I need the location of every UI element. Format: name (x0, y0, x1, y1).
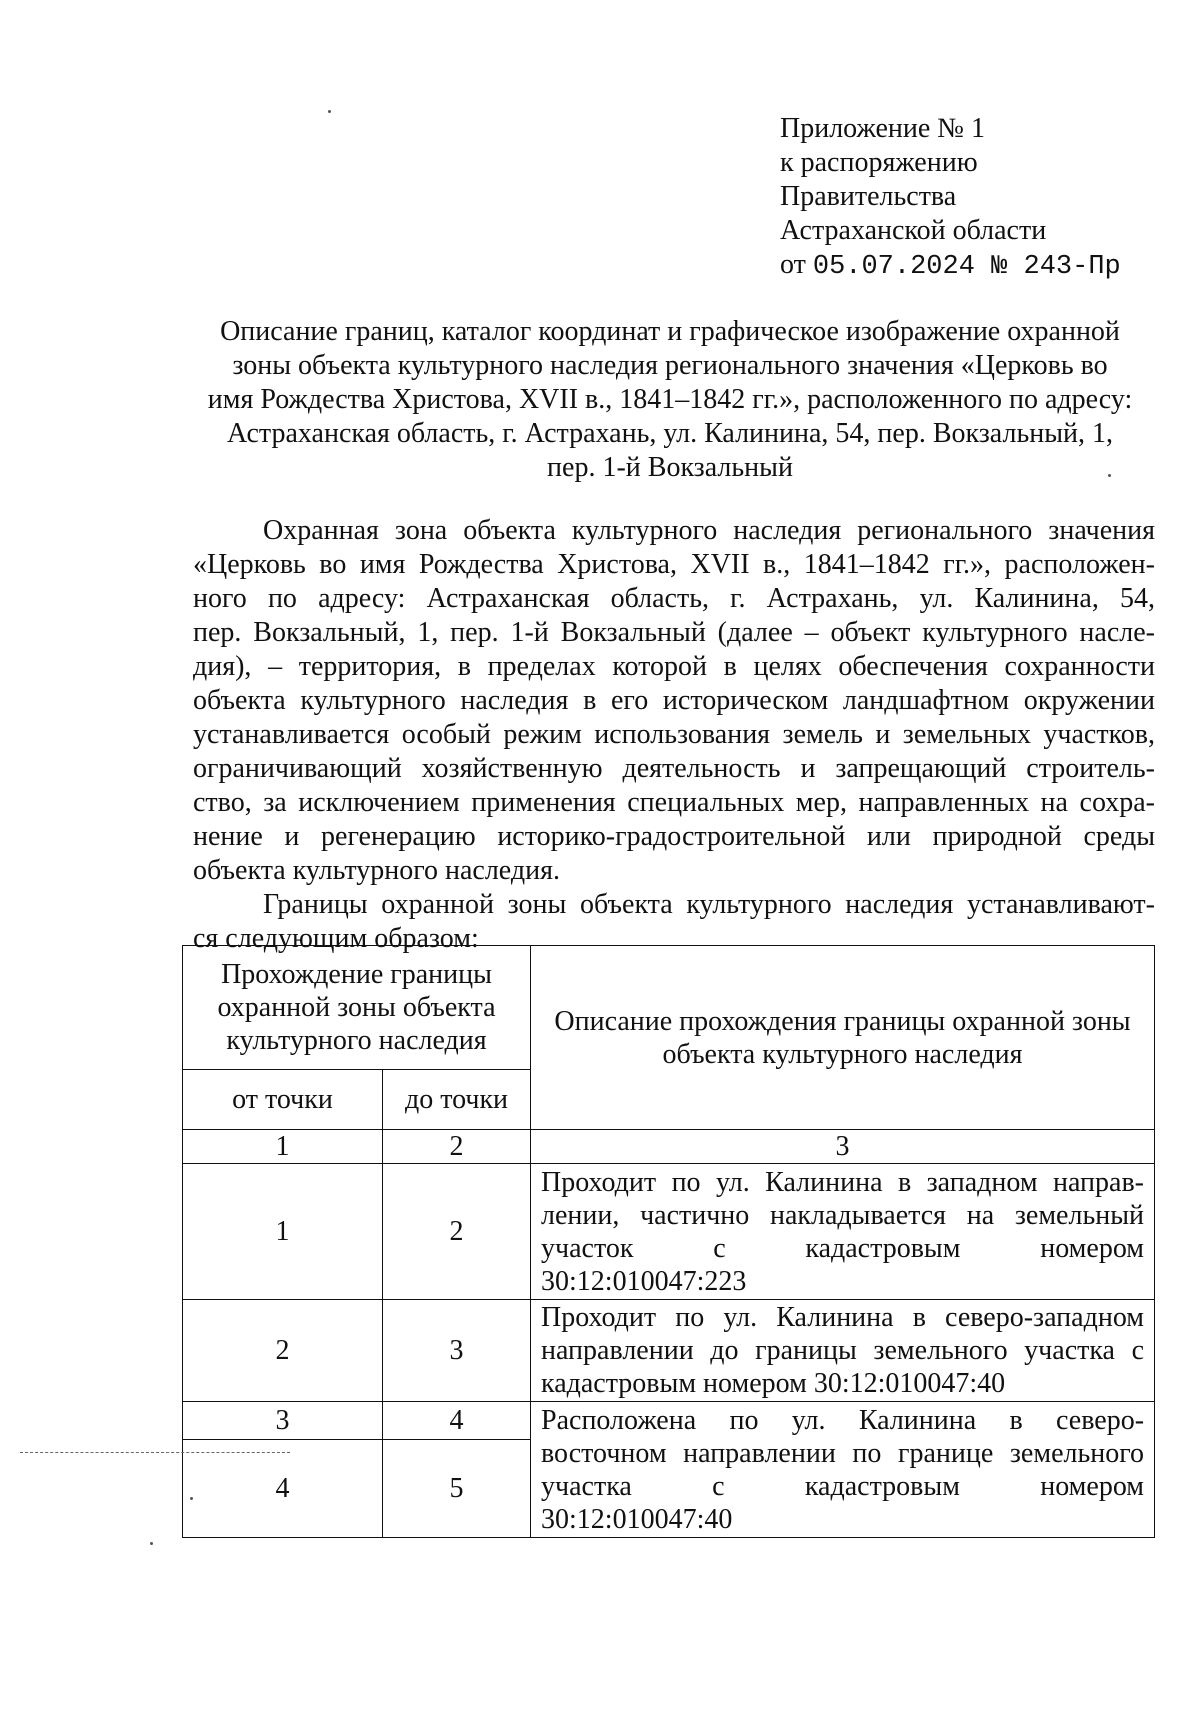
appendix-line: к распоряжению (780, 147, 978, 178)
description-line: Расположена по ул. Калинина в северо- (541, 1404, 1145, 1436)
appendix-line: Правительства (780, 181, 957, 212)
paragraph-line: Охранная зона объекта культурного наследия регионального значения (263, 515, 1155, 546)
table-row (183, 1402, 1155, 1440)
scan-speck (1108, 474, 1111, 477)
paragraph-line: пер. Вокзальный, 1, пер. 1-й Вокзальный (далее – объект культурного насле- (193, 617, 1155, 648)
scan-speck (190, 1497, 193, 1500)
paragraph-line: Границы охранной зоны объекта культурного наследия устанавливают- (263, 889, 1155, 920)
paragraph-line: ство, за исключением применения специальных мер, направленных на сохра- (193, 787, 1155, 818)
from-point-cell: 4 (183, 1440, 383, 1538)
to-point-cell: 2 (383, 1164, 531, 1300)
to-point-cell: 5 (383, 1440, 531, 1538)
column-number: 1 (183, 1130, 383, 1164)
scan-speck (150, 1542, 153, 1545)
description-line: 30:12:010047:40 (541, 1503, 733, 1535)
description-cell (531, 1402, 1155, 1538)
header-to-point: до точки (383, 1070, 531, 1130)
title-line: пер. 1-й Вокзальный (547, 452, 793, 483)
description-line: направлении до границы земельного участка с (541, 1335, 1145, 1366)
description-line: 30:12:010047:223 (541, 1265, 747, 1297)
date-prefix: от (780, 249, 806, 280)
body-text (193, 514, 1155, 956)
header-boundary-description: Описание прохождения границы охранной зоны объекта культурного наследия (531, 946, 1155, 1130)
order-date-number: 05.07.2024 № 243-Пр (812, 252, 1121, 282)
description-line: кадастровым номером 30:12:010047:40 (541, 1368, 1006, 1399)
boundary-table (182, 945, 1155, 1538)
paragraph-line: дия), – территория, в пределах которой в целях обеспечения сохранности (193, 651, 1155, 682)
description-line: Проходит по ул. Калинина в западном направ- (541, 1166, 1145, 1198)
description-cell (531, 1300, 1155, 1402)
header-from-point: от точки (183, 1070, 383, 1130)
paragraph-line: ся следующим образом: (193, 923, 479, 954)
from-point-cell: 3 (183, 1402, 383, 1440)
title-line: Астраханская область, г. Астрахань, ул. Калинина, 54, пер. Вокзальный, 1, (226, 418, 1114, 449)
appendix-date-line (780, 248, 1121, 284)
paragraph-line: ограничивающий хозяйственную деятельность и запрещающий строитель- (193, 753, 1155, 784)
appendix-line: Астраханской области (780, 215, 1047, 246)
paragraph-line: ного по адресу: Астраханская область, г. Астрахань, ул. Калинина, 54, (193, 583, 1155, 614)
description-line: Проходит по ул. Калинина в северо-западном (541, 1302, 1145, 1333)
to-point-cell: 4 (383, 1402, 531, 1440)
scan-dashed-line (20, 1452, 290, 1453)
appendix-block (780, 112, 1121, 284)
table-row (183, 1300, 1155, 1402)
title-line: зоны объекта культурного наследия регионального значения «Церковь во (232, 350, 1108, 381)
column-number: 2 (383, 1130, 531, 1164)
paragraph-line: объекта культурного наследия в его историческом ландшафтном окружении (193, 685, 1155, 716)
paragraph-line: «Церковь во имя Рождества Христова, XVII в., 1841–1842 гг.», расположен- (193, 549, 1155, 580)
description-line: лении, частично накладывается на земельный (541, 1199, 1145, 1231)
appendix-line: Приложение № 1 (780, 113, 985, 144)
title-line: имя Рождества Христова, XVII в., 1841–1842 гг.», расположенного по адресу: (207, 384, 1133, 415)
scan-speck (328, 110, 331, 113)
to-point-cell: 3 (383, 1300, 531, 1402)
from-point-cell: 1 (183, 1164, 383, 1300)
description-line: восточном направлении по границе земельного (541, 1437, 1145, 1469)
title-line: Описание границ, каталог координат и графическое изображение охранной (220, 316, 1120, 347)
paragraph-line: нение и регенерацию историко-градостроительной или природной среды (193, 821, 1155, 852)
paragraph-line: устанавливается особый режим использования земель и земельных участков, (193, 719, 1155, 750)
header-boundary-passage: Прохождение границы охранной зоны объекта культурного наследия (183, 946, 531, 1070)
description-line: участка с кадастровым номером (541, 1470, 1145, 1502)
paragraph-line: объекта культурного наследия. (193, 855, 560, 886)
document-title (190, 315, 1150, 485)
from-point-cell: 2 (183, 1300, 383, 1402)
description-cell (531, 1164, 1155, 1300)
description-line: участок с кадастровым номером (541, 1232, 1145, 1264)
table-row (183, 1164, 1155, 1300)
column-number: 3 (531, 1130, 1155, 1164)
